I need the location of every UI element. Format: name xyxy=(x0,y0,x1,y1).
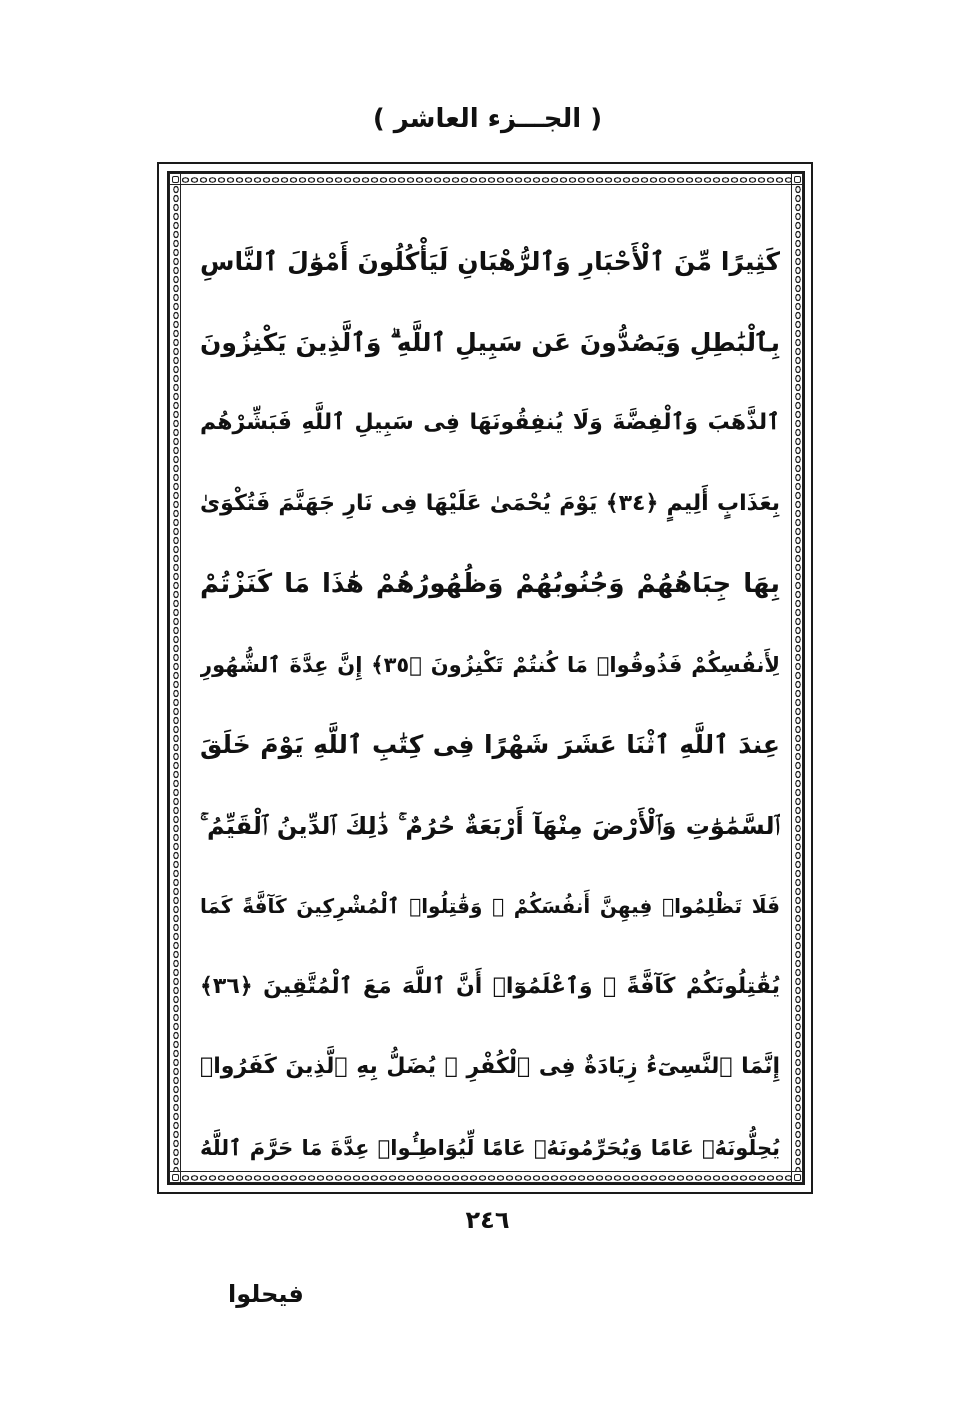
text-line: بِعَذَابٍ أَلِيمٍ ﴿٣٤﴾ يَوْمَ يُحْمَىٰ عَلَيْهَا فِى نَارِ جَهَنَّمَ فَتُكْوَىٰ xyxy=(200,490,780,516)
text-line: ٱلذَّهَبَ وَٱلْفِضَّةَ وَلَا يُنفِقُونَهَا فِى سَبِيلِ ٱللَّهِ فَبَشِّرْهُم xyxy=(200,410,780,435)
text-line: لِأَنفُسِكُمْ فَذُوقُوا۟ مَا كُنتُمْ تَكْنِزُونَ ﴿٣٥﴾ إِنَّ عِدَّةَ ٱلشُّهُورِ xyxy=(200,652,780,677)
chain-border-top xyxy=(181,173,791,185)
text-line: فَلَا تَظْلِمُوا۟ فِيهِنَّ أَنفُسَكُمْ ۚ وَقَٰتِلُوا۟ ٱلْمُشْرِكِينَ كَآفَّةً كَمَا xyxy=(200,894,780,918)
text-line: عِندَ ٱللَّهِ ٱثْنَا عَشَرَ شَهْرًا فِى كِتَٰبِ ٱللَّهِ يَوْمَ خَلَقَ xyxy=(200,730,780,759)
text-line: كَثِيرًا مِّنَ ٱلْأَحْبَارِ وَٱلرُّهْبَانِ لَيَأْكُلُونَ أَمْوَٰلَ ٱلنَّاسِ xyxy=(200,247,780,276)
quran-text-body xyxy=(200,222,780,1188)
catchword: فيحلوا xyxy=(228,1280,304,1308)
text-line: بِهَا جِبَاهُهُمْ وَجُنُوبُهُمْ وَظُهُورُهُمْ هَٰذَا مَا كَنَزْتُمْ xyxy=(200,569,780,599)
corner-ornament-top-right xyxy=(791,173,803,185)
part-header: ( الجـــزء العاشر ) xyxy=(372,104,603,134)
text-line: بِٱلْبَٰطِلِ وَيَصُدُّونَ عَن سَبِيلِ ٱللَّهِ ۗ وَٱلَّذِينَ يَكْنِزُونَ xyxy=(200,327,780,357)
text-line: إِنَّمَا ٱلنَّسِىٓءُ زِيَادَةٌ فِى ٱلْكُفْرِ ۖ يُضَلُّ بِهِ ٱلَّذِينَ كَفَرُوا۟ xyxy=(200,1054,780,1079)
page-number: ٢٤٦ xyxy=(465,1206,510,1234)
chain-border-right xyxy=(791,185,803,1171)
text-line: يُقَٰتِلُونَكُمْ كَآفَّةً ۚ وَٱعْلَمُوٓا۟ أَنَّ ٱللَّهَ مَعَ ٱلْمُتَّقِينَ ﴿٣٦﴾ xyxy=(200,973,780,999)
corner-ornament-bottom-right xyxy=(791,1171,803,1183)
corner-ornament-top-left xyxy=(169,173,181,185)
chain-border-left xyxy=(169,185,181,1171)
text-line: يُحِلُّونَهُۥ عَامًا وَيُحَرِّمُونَهُۥ عَامًا لِّيُوَاطِـُٔوا۟ عِدَّةَ مَا حَرَّمَ ٱللَّهُ xyxy=(200,1135,780,1160)
corner-ornament-bottom-left xyxy=(169,1171,181,1183)
text-line: ٱلسَّمَٰوَٰتِ وَٱلْأَرْضَ مِنْهَآ أَرْبَعَةٌ حُرُمٌ ۚ ذَٰلِكَ ٱلدِّينُ ٱلْقَيِّمُ ۚ xyxy=(200,811,780,840)
